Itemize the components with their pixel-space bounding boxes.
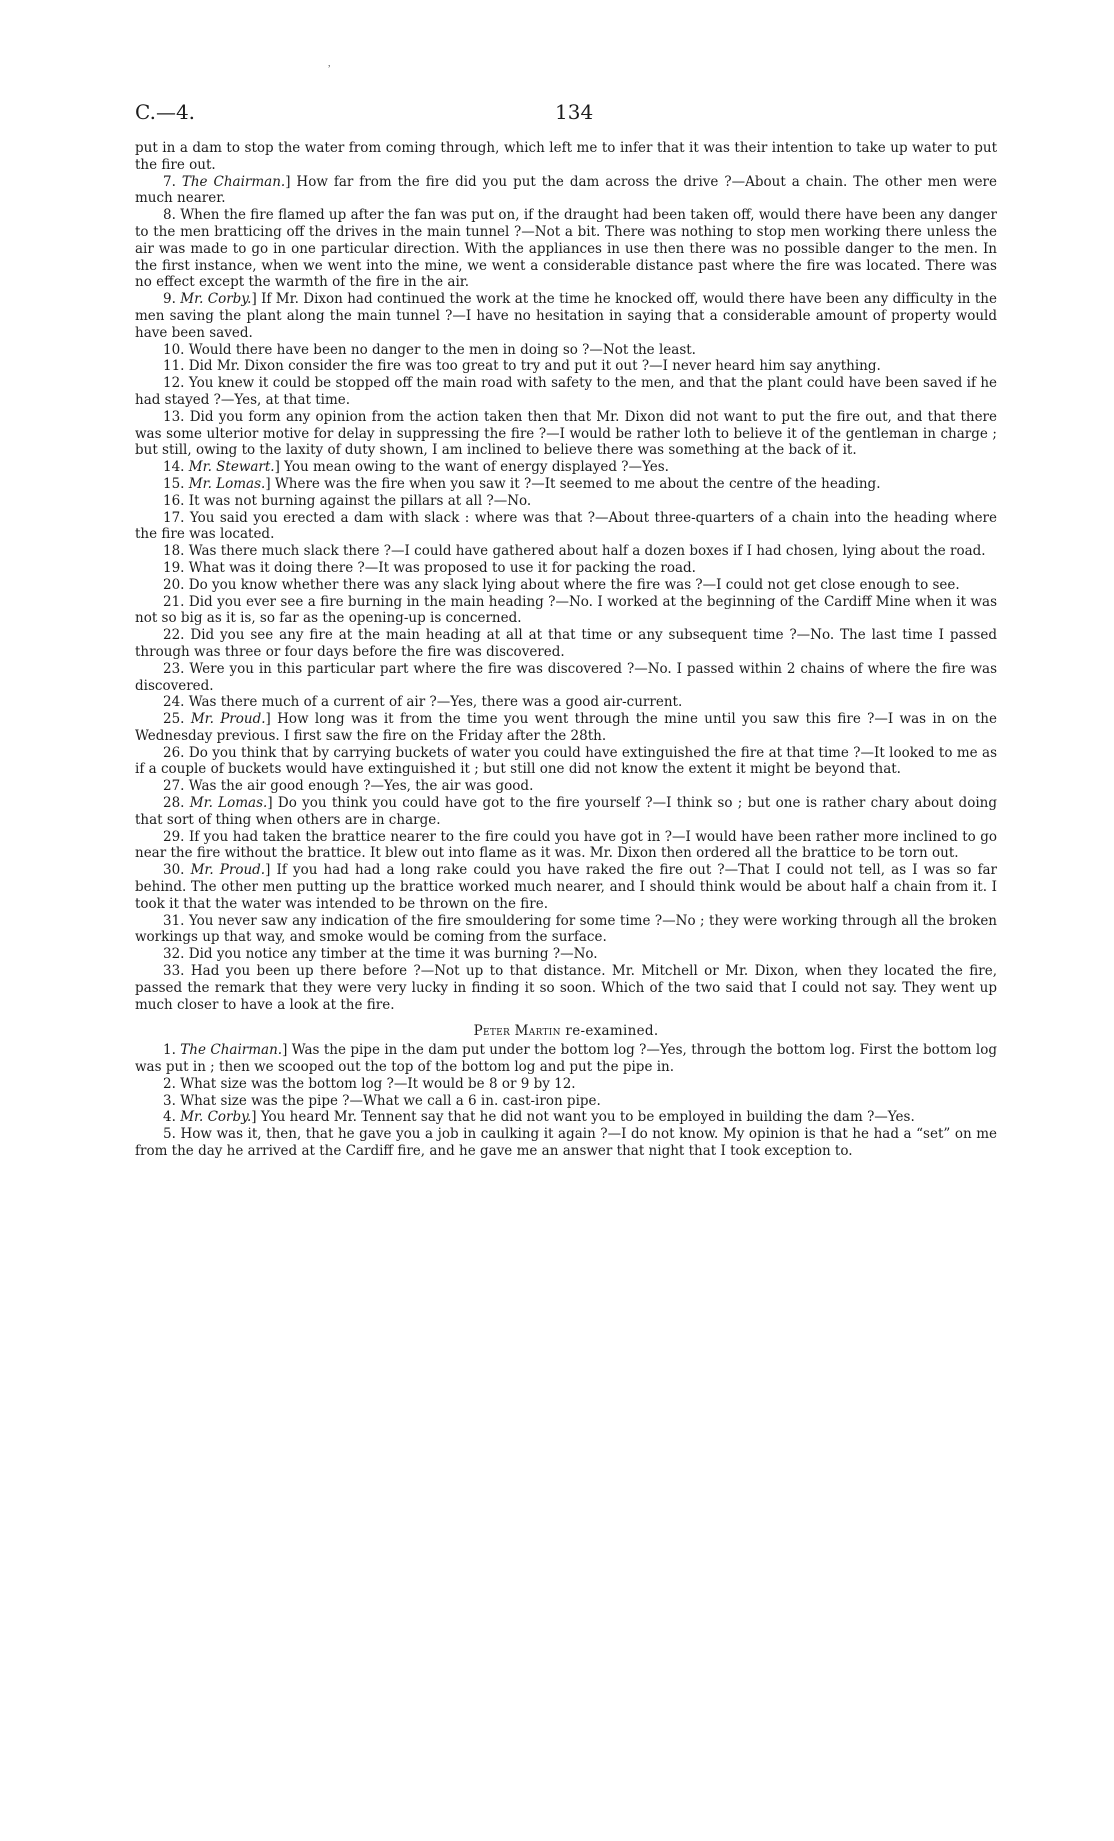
stray-mark: , [328,58,331,69]
question-paragraph: 30. Mr. Proud.] If you had had a long rake could you have raked the fire out ?—That I could not tell, as I was so far behind. The other men putting up the brattice worked much nearer, and I should think would be about half a chain from it. I took it that the water was intended to be thrown on the fire. [135,862,998,912]
question-number: 28. [163,795,185,812]
question-number: 4. [163,1109,176,1126]
question-number: 21. [163,593,185,610]
question-number: 1. [163,1042,176,1059]
speaker-name: Mr. Corby. [180,1109,252,1126]
speaker-name: Mr. Lomas. [188,475,266,492]
speaker-name: Mr. Proud. [190,862,266,879]
page-header [135,100,997,140]
question-paragraph: 1. The Chairman.] Was the pipe in the dam put under the bottom log ?—Yes, through the bottom log. First the bottom log was put in ; then we scooped out the top of the bottom log and put the pipe in. [135,1042,997,1076]
question-number: 29. [163,828,185,845]
question-text: What was it doing there ?—It was proposed to use it for packing the road. [188,559,696,576]
question-paragraph [135,375,997,409]
question-paragraph [135,1076,997,1093]
question-number: 24. [163,694,185,711]
question-text: Do you know whether there was any slack lying about where the fire was ?—I could not get close enough to see. [188,576,960,593]
question-number: 33. [163,963,185,980]
question-number: 31. [163,912,185,929]
question-text: Was there much of a current of air ?—Yes, there was a good air-current. [188,694,683,711]
question-number: 9. [163,291,176,308]
question-text: Would there have been no danger to the men in doing so ?—Not the least. [188,341,696,358]
question-text: You mean owing to the want of energy displayed ?—Yes. [284,459,669,476]
speaker-name: Mr. Corby. [180,291,252,308]
question-text: You heard Mr. Tennent say that he did not want you to be employed in building the dam ?—Yes. [260,1109,915,1126]
question-number: 11. [163,358,185,375]
question-paragraph: 25. Mr. Proud.] How long was it from the time you went through the mine until you saw this fire ?—I was in on the Wednesday previous. I first saw the fire on the Friday after the 28th. [135,711,997,744]
speaker-name: Mr. Lomas. [189,795,268,812]
question-text: Did you notice any timber at the time it was burning ?—No. [188,946,598,963]
question-paragraph [135,661,997,695]
question-paragraph [135,577,997,594]
question-paragraph [135,1093,997,1110]
speaker-name: Mr. Proud. [190,711,266,728]
question-number: 30. [163,862,185,879]
question-paragraph [135,594,997,628]
question-text: Did you ever see a fire burning in the main heading ?—No. I worked at the beginning of the Cardiff Mine when it was not so big as it is, so far as the opening-up is concerned. [135,593,998,627]
speaker-name: The Chairman. [181,173,286,190]
question-paragraph [135,409,997,459]
question-number: 8. [163,207,176,224]
question-number: 19. [163,559,185,576]
question-number: 3. [163,1092,176,1109]
question-paragraph [135,627,997,661]
section-heading [135,1023,997,1040]
question-number: 7. [163,173,176,190]
question-paragraph [135,1126,997,1160]
question-text: Was the air good enough ?—Yes, the air was good. [188,778,534,795]
question-text: Was there much slack there ?—I could have gathered about half a dozen boxes if I had chosen, lying about the road. [188,543,986,560]
question-text: Had you been up there before ?—Not up to that distance. Mr. Mitchell or Mr. Dixon, when they located the fire, passed the remark that they were very lucky in finding it so soon. Which of the two said that I could not say. They went up much closer to have a look at the fire. [135,963,998,1013]
question-number: 13. [163,408,185,425]
question-paragraph: 4. Mr. Corby.] You heard Mr. Tennent say that he did not want you to be employed in building the dam ?—Yes. [163,1109,915,1126]
question-number: 14. [163,459,185,476]
question-text: How was it, then, that he gave you a job in caulking it again ?—I do not know. My opinion is that he had a “set” on me from the day he arrived at the Cardiff fire, and he gave me an answer that night that I took exception to. [135,1126,997,1160]
question-text: Did you form any opinion from the action taken then that Mr. Dixon did not want to put the fire out, and that there was some ulterior motive for delay in suppressing the fire ?—I would be rather loth to believe it of the gentleman in charge ; but still, owing to the laxity of duty shown, I am inclined to believe there was something at the back of it. [135,408,998,459]
question-text: Do you think you could have got to the fire yourself ?—I think so ; but one is rather chary about doing that sort of thing when others are in charge. [135,795,997,828]
question-number: 23. [163,660,185,677]
question-paragraph [135,207,997,291]
question-paragraph [135,543,997,560]
question-number: 2. [163,1075,176,1092]
document-page [135,100,997,1160]
question-number: 20. [163,576,185,593]
question-paragraph: 28. Mr. Lomas.] Do you think you could have got to the fire yourself ?—I think so ; but one is rather chary about doing that sort of thing when others are in charge. [135,795,997,828]
document-body [135,140,997,1160]
question-text: What size was the pipe ?—What we call a 6 in. cast-iron pipe. [180,1092,601,1109]
intro-paragraph: put in a dam to stop the water from coming through, which left me to infer that it was their intention to take up water to put the fire out. [135,140,997,173]
question-text: How far from the fire did you put the dam across the drive ?—About a chain. The other men were much nearer. [135,173,997,207]
question-paragraph: 9. Mr. Corby.] If Mr. Dixon had continued the work at the time he knocked off, would there have been any difficulty in the men saving the plant along the main tunnel ?—I have no hesitation in saying that a considerable amount of property would have been saved. [135,291,997,341]
question-number: 10. [163,341,185,358]
question-number: 12. [163,375,185,392]
speaker-name: The Chairman. [180,1042,283,1059]
question-paragraph [135,963,997,1013]
question-text: You knew it could be stopped off the main road with safety to the men, and that the plant could have been saved if he had stayed ?—Yes, at that time. [135,375,998,408]
witness-name: Peter Martin [473,1023,561,1040]
question-paragraph [135,745,997,779]
question-text: Where was the fire when you saw it ?—It seemed to me about the centre of the heading. [274,475,881,492]
question-number: 18. [163,543,185,560]
question-paragraph [135,913,997,947]
speaker-name: Mr. Stewart. [188,459,275,476]
page-number: 134 [555,100,594,124]
question-number: 15. [163,475,185,492]
question-paragraph [135,510,997,544]
question-text: Did Mr. Dixon consider the fire was too great to try and put it out ?—I never heard him say anything. [188,358,881,375]
question-number: 27. [163,778,185,795]
question-paragraph [135,358,997,375]
question-paragraph: 15. Mr. Lomas.] Where was the fire when you saw it ?—It seemed to me about the centre of the heading. [163,475,881,492]
question-text: If you had had a long rake could you have raked the fire out ?—That I could not tell, as I was so far behind. The other men putting up the brattice worked much nearer, and I should think would be about half a chain from it. I took it that the water was intended to be thrown on the fire. [135,862,998,912]
question-text: You never saw any indication of the fire smouldering for some time ?—No ; they were working through all the broken workings up that way, and smoke would be coming from the surface. [135,912,997,946]
question-text: What size was the bottom log ?—It would be 8 or 9 by 12. [180,1075,576,1092]
question-paragraph [135,829,997,863]
question-paragraph: 7. The Chairman.] How far from the fire did you put the dam across the drive ?—About a chain. The other men were much nearer. [135,173,997,207]
document-code: C.—4. [135,100,196,124]
question-text: If you had taken the brattice nearer to the fire could you have got in ?—I would have been rather more inclined to go near the fire without the brattice. It blew out into flame as it was. Mr. Dixon then ordered all the brattice to be torn out. [135,828,997,862]
question-number: 25. [163,711,185,728]
question-text: Did you see any fire at the main heading at all at that time or any subsequent time ?—No. The last time I passed through was three or four days before the fire was discovered. [135,627,998,660]
question-number: 16. [163,492,185,509]
question-paragraph [135,560,997,577]
question-number: 17. [163,509,185,526]
question-text: You said you erected a dam with slack : where was that ?—About three-quarters of a chain into the heading where the fire was located. [135,509,997,543]
question-number: 26. [163,744,185,761]
question-number: 32. [163,946,185,963]
question-number: 22. [163,627,185,644]
section-suffix: re-examined. [560,1023,659,1040]
question-text: Were you in this particular part where the fire was discovered ?—No. I passed within 2 chains of where the fire was discovered. [135,660,997,694]
question-paragraph [135,778,997,795]
question-paragraph [135,946,997,963]
question-text: If Mr. Dixon had continued the work at the time he knocked off, would there have been any difficulty in the men saving the plant along the main tunnel ?—I have no hesitation in saying that a considerable amount of property would have been saved. [135,291,997,341]
question-paragraph [135,694,997,711]
question-text: It was not burning against the pillars at all ?—No. [188,492,532,509]
question-text: Do you think that by carrying buckets of water you could have extinguished the fire at that time ?—It looked to me as if a couple of buckets would have extinguished it ; but still one did not know the extent it might be beyond that. [135,744,998,778]
question-text: When the fire flamed up after the fan was put on, if the draught had been taken off, would there have been any danger to the men bratticing off the drives in the main tunnel ?—Not a bit. There was nothing to stop men working there unless the air was made to go in one particular direction. With the appliances in use then there was no possible danger to the men. In the first instance, when we went into the mine, we went a considerable distance past where the fire was located. There was no effect except the warmth of the fire in the air. [135,207,997,291]
question-text: Was the pipe in the dam put under the bottom log ?—Yes, through the bottom log. First the bottom log was put in ; then we scooped out the top of the bottom log and put the pipe in. [135,1042,997,1076]
question-paragraph: 14. Mr. Stewart.] You mean owing to the want of energy displayed ?—Yes. [163,459,669,476]
re-examination-paragraphs [135,1042,997,1160]
examination-paragraphs [135,174,997,1014]
question-number: 5. [163,1126,176,1143]
question-paragraph [135,493,997,510]
question-paragraph [135,342,997,359]
question-text: How long was it from the time you went through the mine until you saw this fire ?—I was in on the Wednesday previous. I first saw the fire on the Friday after the 28th. [135,711,997,744]
